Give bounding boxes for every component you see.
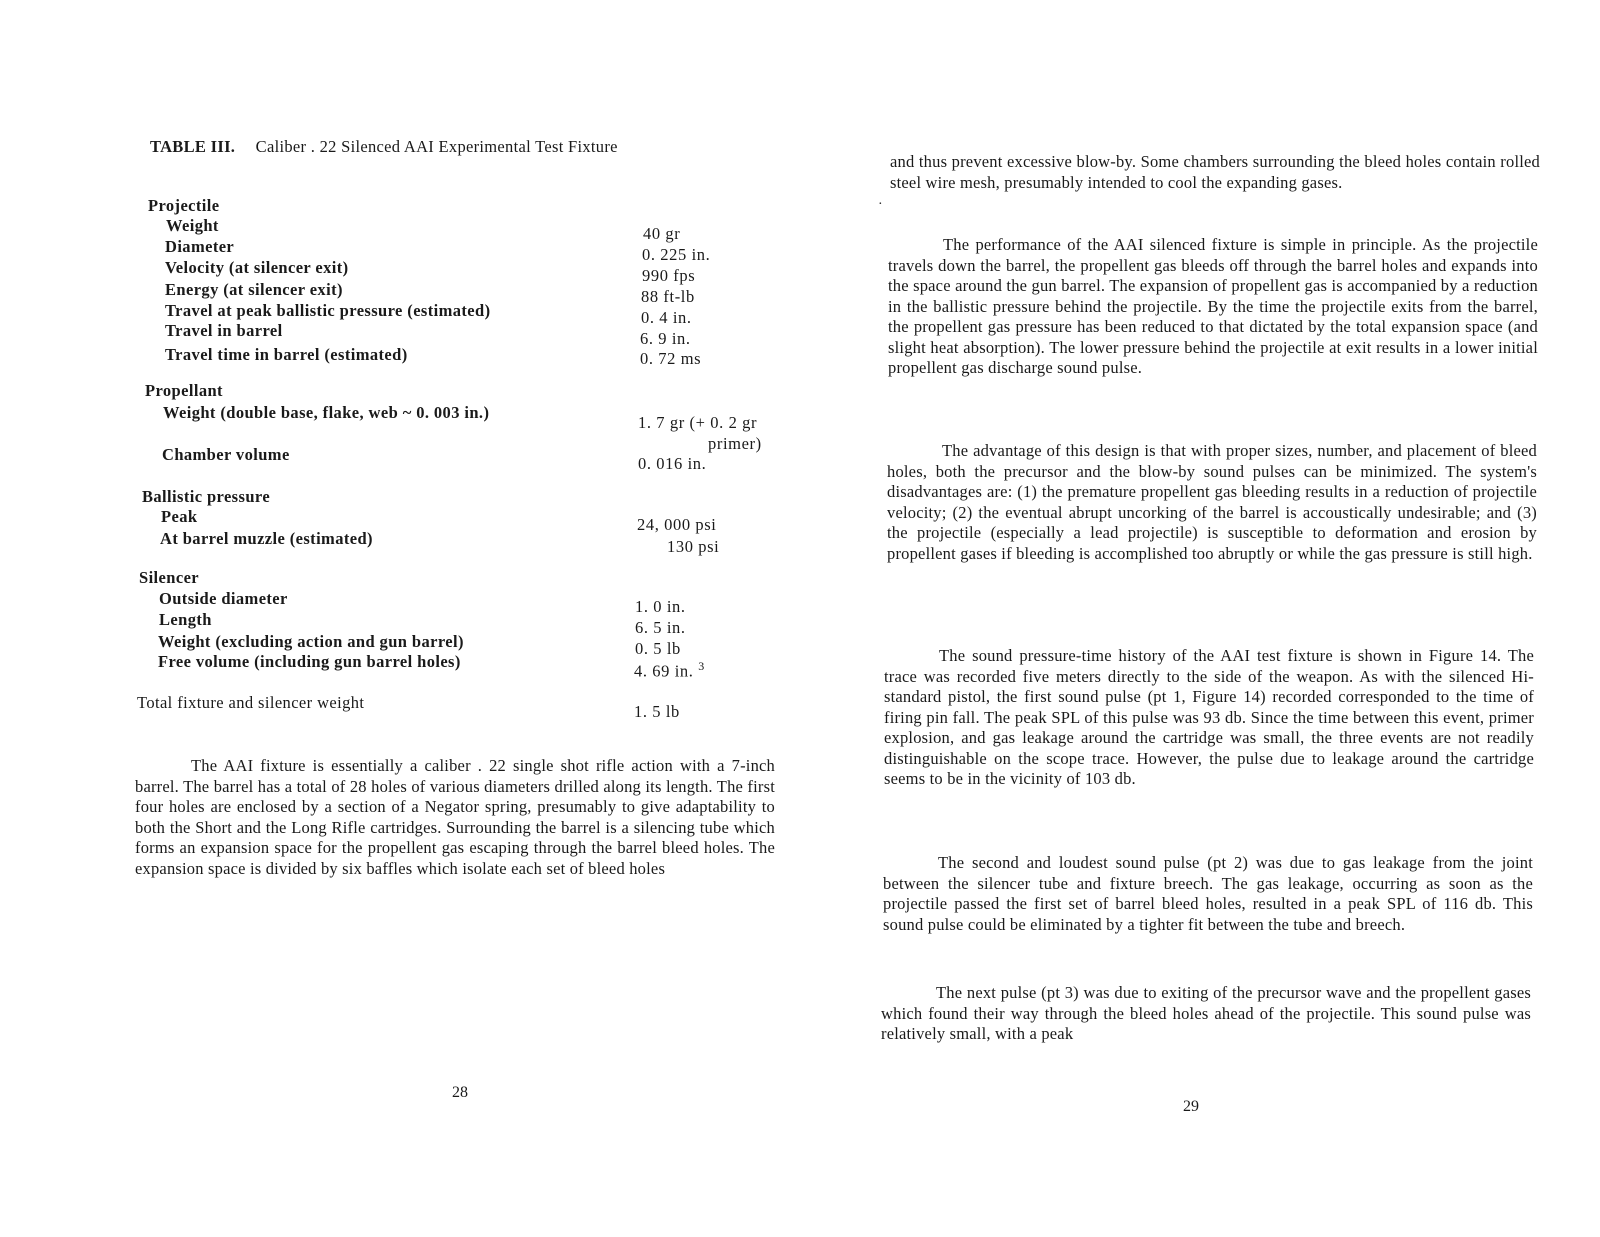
table-item-label: Chamber volume xyxy=(162,445,290,464)
table-label: TABLE III. xyxy=(150,137,236,156)
table-item-label: Travel in barrel xyxy=(165,321,283,340)
table-caption: Caliber . 22 Silenced AAI Experimental Test Fixture xyxy=(255,137,618,156)
table-item-value xyxy=(634,659,705,682)
table-item-label: Energy (at silencer exit) xyxy=(165,280,343,299)
table-item-value: 6. 5 in. xyxy=(635,618,686,637)
table-item-label: At barrel muzzle (estimated) xyxy=(160,529,373,548)
table-item-value: 88 ft-lb xyxy=(641,287,695,306)
total-label: Total fixture and silencer weight xyxy=(137,693,365,712)
total-value: 1. 5 lb xyxy=(634,702,680,721)
superscript: 3 xyxy=(698,659,705,673)
table-item-label: Outside diameter xyxy=(159,589,288,608)
body-paragraph: The performance of the AAI silenced fixture is simple in principle. As the projectile travels down the barrel, the propellent gas bleeds off through the barrel holes and expands into the space around the gun barrel. The expansion of propellent gas is accompanied by a reduction in the ballistic pressure behind the projectile. By the time the projectile exits from the barrel, the propellent gas pressure has been reduced to that dictated by the total expansion space (and slight heat absorption). The lower pressure behind the projectile at exit results in a lower initial propellent gas discharge sound pulse. xyxy=(888,235,1538,377)
table-item-value: 130 psi xyxy=(667,537,720,556)
table-item-value: 0. 016 in. xyxy=(638,454,707,473)
body-paragraph: The AAI fixture is essentially a caliber . 22 single shot rifle action with a 7-inch barrel. The barrel has a total of 28 holes of various diameters drilled along its length. The first four holes are enclosed by a section of a Negator spring, presumably to give adaptability to both the Short and the Long Rifle cartridges. Surrounding the barrel is a silencing tube which forms an expansion space for the propellent gas escaping through the barrel bleed holes. The expansion space is divided by six baffles which isolate each set of bleed holes xyxy=(135,756,775,878)
section-silencer: Silencer xyxy=(139,568,200,587)
table-item-label: Free volume (including gun barrel holes) xyxy=(158,652,461,671)
table-item-value: 0. 5 lb xyxy=(635,639,681,658)
body-paragraph: The advantage of this design is that with proper sizes, number, and placement of bleed holes, both the precursor and the blow-by sound pulses can be minimized. The system's disadvantages are: (1) the premature propellent gas bleeding results in a reduction of projectile velocity; (2) the eventual abrupt uncorking of the barrel is accoustically undesirable; and (3) the projectile (especially a lead projectile) is susceptible to deformation and erosion by propellent gases if bleeding is accomplished too abruptly or while the gas pressure is still high. xyxy=(887,441,1537,563)
section-ballistic-pressure: Ballistic pressure xyxy=(142,487,271,506)
table-item-value: 1. 7 gr (+ 0. 2 gr xyxy=(638,413,758,432)
table-item-value: 40 gr xyxy=(643,224,681,243)
margin-mark: · xyxy=(878,197,883,212)
table-item-value: 0. 225 in. xyxy=(642,245,711,264)
table-item-label: Travel at peak ballistic pressure (estimated) xyxy=(165,301,491,320)
table-item-label: Weight xyxy=(166,216,219,235)
body-paragraph: The second and loudest sound pulse (pt 2) was due to gas leakage from the joint between the silencer tube and fixture breech. The gas leakage, occurring as soon as the projectile passed the first set of barrel bleed holes, resulted in a peak SPL of 116 db. This sound pulse could be eliminated by a tighter fit between the tube and breech. xyxy=(883,853,1533,934)
table-item-label: Weight (double base, flake, web ~ 0. 003 in.) xyxy=(163,403,490,422)
table-item-value: 0. 72 ms xyxy=(640,349,702,368)
table-item-label: Length xyxy=(159,610,212,629)
table-item-label: Peak xyxy=(161,507,198,526)
table-item-label: Diameter xyxy=(165,237,235,256)
table-item-value-cont: primer) xyxy=(708,434,762,453)
table-item-value: 0. 4 in. xyxy=(641,308,692,327)
section-projectile: Projectile xyxy=(148,196,220,215)
table-item-value: 6. 9 in. xyxy=(640,329,691,348)
table-item-label: Weight (excluding action and gun barrel) xyxy=(158,632,464,651)
body-paragraph: and thus prevent excessive blow-by. Some chambers surrounding the bleed holes contain rolled steel wire mesh, presumably intended to cool the expanding gases. xyxy=(890,152,1540,192)
specs-table xyxy=(0,0,800,760)
table-item-value: 1. 0 in. xyxy=(635,597,686,616)
table-item-label: Velocity (at silencer exit) xyxy=(165,258,349,277)
body-paragraph: The next pulse (pt 3) was due to exiting of the precursor wave and the propellent gases which found their way through the bleed holes ahead of the projectile. This sound pulse was relatively small, with a peak xyxy=(881,983,1531,1043)
section-propellant: Propellant xyxy=(145,381,223,400)
page-number: 28 xyxy=(452,1084,468,1101)
table-item-value: 990 fps xyxy=(642,266,696,285)
table-item-value: 24, 000 psi xyxy=(637,515,717,534)
table-item-label: Travel time in barrel (estimated) xyxy=(165,345,408,364)
page-number: 29 xyxy=(1183,1098,1199,1115)
table-item-value-text: 4. 69 in. xyxy=(634,661,694,681)
right-page xyxy=(870,0,1600,1237)
body-paragraph: The sound pressure-time history of the AAI test fixture is shown in Figure 14. The trace was recorded five meters directly to the side of the weapon. As with the silenced Hi-standard pistol, the first sound pulse (pt 1, Figure 14) recorded corresponded to the time of firing pin fall. The peak SPL of this pulse was 93 db. Since the time between this event, primer explosion, and gas leakage around the cartridge was small, the three events are not readily distinguishable on the scope trace. However, the pulse due to leakage around the cartridge seems to be in the vicinity of 103 db. xyxy=(884,646,1534,788)
